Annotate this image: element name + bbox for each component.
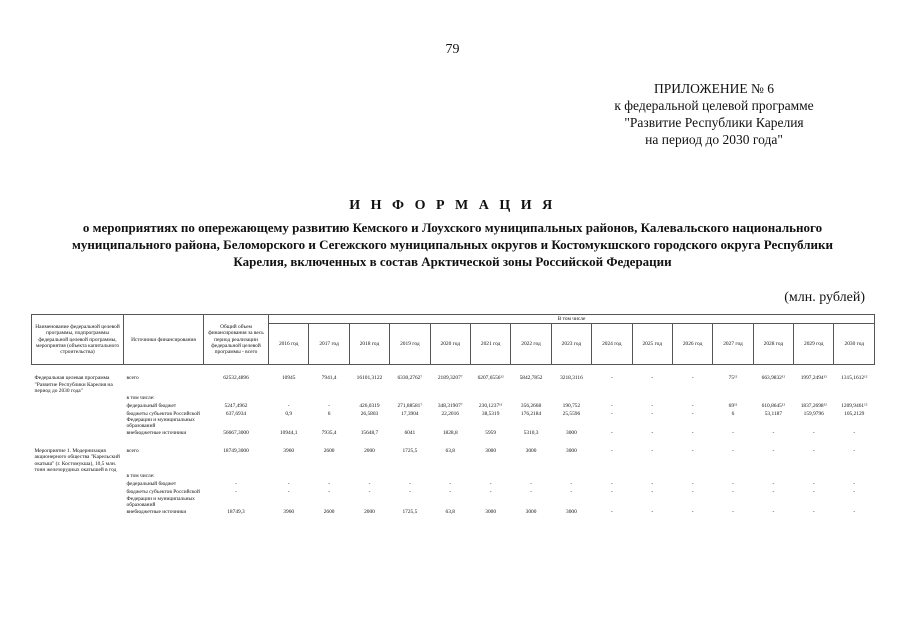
row-year-cell: 6 [327, 410, 331, 417]
row-year-cell: - [691, 402, 694, 409]
row-source-cell: всего [126, 447, 139, 454]
header-year: 2018 год [349, 324, 389, 365]
row-year-cell: - [328, 402, 330, 409]
row-year-cell: 38,5319 [481, 410, 500, 417]
page-number: 79 [445, 42, 460, 57]
row-year-cell: 5842,7852 [519, 375, 543, 382]
row-year-cell: - [610, 508, 613, 515]
row-name-cell [32, 411, 124, 430]
row-year-cell: 7935,4 [321, 429, 337, 436]
document-title: И Н Ф О Р М А Ц И Я [349, 198, 556, 213]
header-year: 2019 год [390, 324, 430, 365]
row-year-cell: - [287, 402, 290, 409]
row-year-cell: 26,5803 [360, 410, 379, 417]
row-year-cell: - [570, 481, 573, 488]
row-year-cell: 1725,5 [402, 447, 418, 454]
row-total-cell: 18749,3000 [223, 447, 249, 454]
header-year: 2026 год [672, 324, 712, 365]
row-year-cell: - [610, 410, 613, 417]
row-year-cell [632, 395, 672, 403]
row-year-cell: 5310,3 [523, 429, 539, 436]
row-year-cell: - [772, 508, 775, 515]
row-year-cell: 5959 [485, 429, 497, 436]
row-year-cell: - [449, 489, 452, 496]
row-name-cell [32, 473, 124, 481]
row-year-cell: 190,752 [562, 402, 581, 409]
row-year-cell [349, 395, 389, 403]
row-year-cell: - [328, 489, 330, 496]
units-label: (млн. рублей) [784, 290, 865, 305]
row-source-cell: в том числе: [126, 473, 155, 480]
row-total-cell: - [235, 481, 237, 488]
row-year-cell [430, 395, 470, 403]
table-row [32, 489, 875, 508]
row-year-cell [794, 395, 834, 403]
row-year-cell: - [812, 489, 815, 496]
row-year-cell: 7941,4 [321, 375, 337, 382]
row-year-cell: - [651, 489, 654, 496]
row-year-cell: - [610, 447, 613, 454]
row-year-cell: 2000 [364, 508, 375, 515]
row-year-cell [672, 395, 712, 403]
row-year-cell: - [610, 481, 613, 488]
row-year-cell: 348,31907⁷ [437, 402, 463, 409]
table-row [32, 365, 875, 395]
row-year-cell: - [610, 489, 613, 496]
row-year-cell: - [691, 447, 694, 454]
row-source-cell: внебюджетные источники [126, 429, 187, 436]
table-body [32, 365, 875, 517]
row-year-cell: 16101,3122 [356, 375, 383, 382]
row-total-cell: - [235, 489, 237, 496]
row-year-cell: 3000 [566, 429, 577, 436]
row-year-cell: 75¹² [728, 375, 738, 382]
row-year-cell [349, 473, 389, 481]
row-year-cell: - [732, 429, 734, 436]
row-year-cell [470, 473, 510, 481]
row-year-cell: 3000 [566, 447, 577, 454]
row-year-cell: - [328, 481, 330, 488]
row-year-cell [390, 395, 430, 403]
row-year-cell [309, 473, 349, 481]
row-year-cell: 17,3904 [401, 410, 419, 417]
row-name-cell [32, 509, 124, 517]
row-year-cell: - [489, 489, 492, 496]
row-year-cell: - [408, 481, 411, 488]
row-total-cell: 637,6934 [225, 410, 247, 417]
header-year: 2021 год [470, 324, 510, 365]
row-year-cell: 230,1237¹¹ [478, 402, 503, 409]
row-year-cell: - [812, 508, 815, 515]
row-year-cell: 1725,5 [402, 508, 418, 515]
row-year-cell: 22,2016 [441, 410, 460, 417]
row-year-cell: - [530, 489, 532, 496]
row-year-cell: 25,5596 [562, 410, 581, 417]
row-year-cell: 10945 [281, 375, 296, 382]
table-row [32, 430, 875, 438]
row-year-cell: - [732, 481, 734, 488]
header-total: Общий объем финансирования за весь период реализации федеральной целевой программы - всего [204, 315, 269, 365]
header-year: 2027 год [713, 324, 753, 365]
row-year-cell [511, 395, 551, 403]
header-year: 2024 год [592, 324, 632, 365]
row-source-cell: федеральный бюджет [126, 481, 177, 488]
row-year-cell: - [691, 375, 694, 382]
row-year-cell: 3218,3116 [560, 375, 583, 382]
row-year-cell [551, 473, 591, 481]
row-year-cell: 271,88581⁷ [397, 402, 423, 409]
header-year: 2029 год [794, 324, 834, 365]
document-subtitle: о мероприятиях по опережающему развитию Кемского и Лоухского муниципальных районов, Калевальского национального муниципального района, Беломорского и Сегежского муниципальных округов и Костомукшского городского округа Республики Карелия, включенных в состав Арктической зоны Российской Федерации [72, 220, 833, 269]
row-year-cell [632, 473, 672, 481]
row-source-cell: всего [126, 375, 139, 382]
row-year-cell [834, 395, 875, 403]
row-year-cell [511, 473, 551, 481]
row-total-cell [204, 473, 269, 481]
row-year-cell [753, 395, 793, 403]
table-row [32, 411, 875, 430]
row-source-cell: бюджеты субъектов Российской Федерации и муниципальных образований [126, 489, 200, 509]
row-year-cell: - [651, 508, 654, 515]
row-year-cell: 69¹² [728, 402, 738, 409]
header-year: 2020 год [430, 324, 470, 365]
row-year-cell: 3960 [283, 447, 295, 454]
row-year-cell: 6330,2762⁷ [397, 375, 423, 382]
header-year: 2022 год [511, 324, 551, 365]
row-year-cell: - [691, 429, 694, 436]
row-year-cell: - [853, 481, 856, 488]
row-source-cell: федеральный бюджет [126, 402, 177, 409]
row-year-cell: - [772, 429, 775, 436]
row-year-cell: 6 [731, 410, 735, 417]
row-year-cell: - [691, 481, 694, 488]
row-year-cell: - [651, 447, 654, 454]
row-name-cell [32, 489, 124, 508]
row-year-cell: - [853, 508, 856, 515]
row-year-cell [592, 395, 632, 403]
row-year-cell: - [772, 489, 775, 496]
table-row [32, 509, 875, 517]
header-year: 2023 год [551, 324, 591, 365]
row-year-cell [551, 395, 591, 403]
row-year-cell: - [853, 447, 856, 454]
row-year-cell: - [691, 410, 694, 417]
row-year-cell: - [368, 489, 371, 496]
financing-table [31, 314, 875, 517]
row-year-cell [794, 473, 834, 481]
row-year-cell: 3000 [485, 508, 497, 515]
appendix-line-3: "Развитие Республики Карелия [624, 115, 804, 130]
row-year-cell: 63,8 [445, 447, 455, 454]
row-year-cell: 2600 [323, 508, 335, 515]
row-year-cell: 63,8 [445, 508, 455, 515]
row-year-cell: - [651, 375, 654, 382]
row-year-cell: 610,8645¹² [761, 402, 786, 409]
row-year-cell: 159,9796 [803, 410, 824, 417]
header-including: В том числе [269, 315, 875, 324]
row-year-cell: - [691, 489, 694, 496]
row-year-cell: 6041 [404, 429, 416, 436]
row-year-cell: - [732, 489, 734, 496]
row-year-cell: 10944,1 [279, 429, 298, 436]
table-row [32, 403, 875, 411]
row-year-cell: - [368, 481, 371, 488]
row-year-cell: - [772, 481, 775, 488]
row-total-cell: 56667,3000 [223, 429, 249, 436]
appendix-line-4: на период до 2030 года" [645, 132, 783, 147]
row-year-cell: 6207,6556¹² [477, 375, 504, 382]
row-total-cell: 18749,3 [227, 508, 245, 515]
row-total-cell: 5247,4962 [224, 402, 248, 409]
row-year-cell: - [853, 429, 856, 436]
table-row [32, 438, 875, 474]
row-year-cell: - [287, 489, 290, 496]
header-name: Наименование федеральной целевой программы, подпрограммы федеральной целевой программы, мероприятия (объекта капитального строительства) [32, 315, 124, 365]
row-year-cell: - [408, 489, 411, 496]
row-year-cell [430, 473, 470, 481]
row-name-cell [32, 403, 124, 411]
row-year-cell: 663,9832¹² [761, 375, 786, 382]
row-year-cell: 176,2184 [520, 410, 542, 417]
row-year-cell: - [610, 402, 613, 409]
row-year-cell: 0,9 [285, 410, 293, 417]
row-year-cell [753, 473, 793, 481]
row-year-cell: - [651, 429, 654, 436]
row-year-cell: - [853, 489, 856, 496]
row-year-cell: - [489, 481, 492, 488]
row-year-cell: 1315,1612¹² [841, 375, 868, 382]
row-total-cell [204, 395, 269, 403]
row-year-cell: 3000 [485, 447, 497, 454]
row-year-cell [269, 473, 309, 481]
row-year-cell [713, 473, 753, 481]
row-year-cell [269, 395, 309, 403]
row-year-cell: 3000 [525, 508, 537, 515]
appendix-line-2: к федеральной целевой программе [614, 98, 814, 113]
header-year: 2028 год [753, 324, 793, 365]
row-year-cell: - [651, 410, 654, 417]
row-year-cell: - [449, 481, 452, 488]
row-year-cell: - [812, 481, 815, 488]
row-year-cell: - [610, 429, 613, 436]
header-year: 2016 год [269, 324, 309, 365]
table-row [32, 395, 875, 403]
row-year-cell: - [812, 447, 815, 454]
row-year-cell: 426,0319 [359, 402, 380, 409]
row-year-cell: 1828,8 [442, 429, 458, 436]
row-year-cell: 3000 [566, 508, 577, 515]
appendix-block [564, 80, 864, 148]
header-year: 2025 год [632, 324, 672, 365]
row-year-cell: 3960 [283, 508, 295, 515]
row-name-cell [32, 481, 124, 489]
row-year-cell [390, 473, 430, 481]
row-year-cell: - [570, 489, 573, 496]
row-year-cell [309, 395, 349, 403]
row-year-cell: - [651, 402, 654, 409]
row-year-cell: - [610, 375, 613, 382]
row-name-cell [32, 430, 124, 438]
row-year-cell [470, 395, 510, 403]
row-year-cell: 2600 [323, 447, 335, 454]
row-total-cell: 62532,4896 [223, 375, 249, 382]
row-year-cell: 105,2129 [844, 410, 865, 417]
header-source: Источники финансирования [124, 315, 204, 365]
row-source-cell: внебюджетные источники [126, 508, 187, 515]
row-year-cell: 53,1187 [764, 410, 783, 417]
row-year-cell [672, 473, 712, 481]
row-year-cell: - [812, 429, 815, 436]
row-source-cell: в том числе: [126, 394, 155, 401]
row-year-cell: - [651, 481, 654, 488]
row-year-cell: 2189,3207⁷ [437, 375, 463, 382]
row-source-cell: бюджеты субъектов Российской Федерации и муниципальных образований [126, 410, 200, 430]
row-year-cell: 1209,9461¹² [841, 402, 868, 409]
row-name-cell [32, 395, 124, 403]
row-year-cell: - [530, 481, 532, 488]
row-name-cell: Мероприятие 1. Модернизация акционерного общества "Карельский окатыш" (г. Костомукша), 10,5 млн. тонн железорудных окатышей в год [34, 447, 120, 474]
header-year: 2017 год [309, 324, 349, 365]
row-year-cell: 3000 [525, 447, 537, 454]
row-name-cell: Федеральная целевая программа "Развитие Республики Карелия на период до 2030 года" [34, 375, 113, 395]
row-year-cell [713, 395, 753, 403]
row-year-cell [834, 473, 875, 481]
row-year-cell [592, 473, 632, 481]
row-year-cell: 15648,7 [360, 429, 379, 436]
row-year-cell: 1837,2698¹² [800, 402, 827, 409]
row-year-cell: 1997,2494¹² [800, 375, 827, 382]
row-year-cell: 2000 [364, 447, 375, 454]
row-year-cell: - [691, 508, 694, 515]
row-year-cell: - [772, 447, 775, 454]
header-year: 2030 год [834, 324, 875, 365]
row-year-cell: - [732, 508, 734, 515]
row-year-cell: - [287, 481, 290, 488]
row-year-cell: - [732, 447, 734, 454]
appendix-line-1: ПРИЛОЖЕНИЕ № 6 [653, 81, 775, 96]
row-year-cell: 356,2668 [520, 402, 542, 409]
header-row-1 [32, 315, 875, 324]
